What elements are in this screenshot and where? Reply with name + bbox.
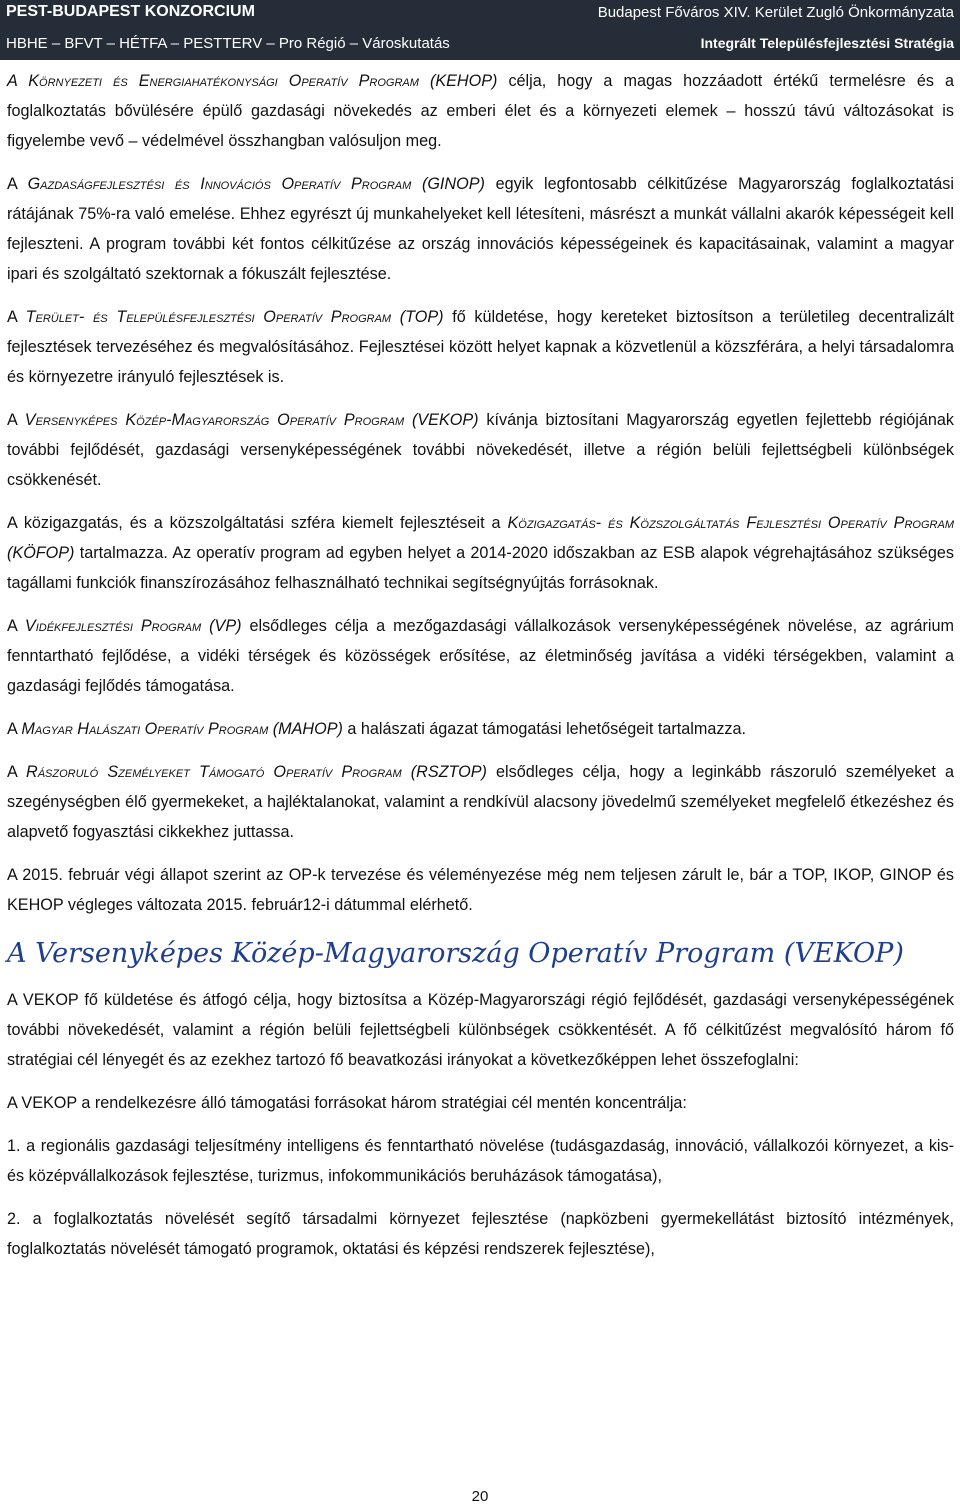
paragraph-mahop: A Magyar Halászati Operatív Program (MAHOP) a halászati ágazat támogatási lehetőségeit tartalmazza. <box>7 720 747 738</box>
program-name: Vidékfejlesztési Program (VP) <box>24 617 242 635</box>
paragraph-status: A 2015. február végi állapot szerint az OP-k tervezése és véleményezése még nem teljesen zárult le, bár a TOP, IKOP, GINOP és KEHOP végleges változata 2015. február12-i dátummal elérhető. <box>7 866 954 914</box>
program-name: Rászoruló Személyeket Támogató Operatív Program (RSZTOP) <box>26 763 487 781</box>
program-name: Terület- és Településfejlesztési Operatív Program (TOP) <box>25 308 444 326</box>
consortium-members: HBHE – BFVT – HÉTFA – PESTTERV – Pro Régió – Városkutatás <box>6 34 450 52</box>
page-number: 20 <box>471 1488 489 1505</box>
municipality-name: Budapest Főváros XIV. Kerület Zugló Önkormányzata <box>597 3 954 21</box>
consortium-name: PEST-BUDAPEST KONZORCIUM <box>6 3 255 20</box>
paragraph-top: A Terület- és Településfejlesztési Operatív Program (TOP) fő küldetése, hogy kereteket biztosítson a területileg decentralizált fejlesztések tervezéséhez és megvalósításához. Fejlesztései között helyet kapnak a közvetlenül a közszférára, a helyi társadalomra és környezetre irányuló fejlesztések is. <box>7 308 954 386</box>
list-item: 2. a foglalkoztatás növelését segítő társadalmi környezet fejlesztése (napközbeni gyermekellátást biztosító intézmények, foglalkoztatás növelését támogató programok, oktatási és képzési rendszerek fejlesztése), <box>7 1210 954 1258</box>
paragraph-vekop: A Versenyképes Közép-Magyarország Operatív Program (VEKOP) kívánja biztosítani Magyarország egyetlen fejlettebb régiójának további fejlődését, gazdasági versenyképességének további növekedését, illetve a régión belüli fejlettségbeli különbségek csökkenését. <box>7 411 954 489</box>
paragraph-ginop: A Gazdaságfejlesztési és Innovációs Operatív Program (GINOP) egyik legfontosabb célkitűzése Magyarország foglalkoztatási rátájának 75%-ra való emelése. Ehhez egyrészt új munkahelyeket kell létesíteni, másrészt a munkát vállalni akarók képességeit kell fejleszteni. A program további két fontos célkitűzése az ország innovációs képességeinek és kapacitásainak, valamint a magyar ipari és szolgáltató szektornak a fókuszált fejlesztése. <box>7 175 954 283</box>
paragraph-rsztop: A Rászoruló Személyeket Támogató Operatív Program (RSZTOP) elsődleges célja, hogy a leginkább rászoruló személyeket a szegénységben élő gyermekeket, a hajléktalanokat, valamint a rendkívül alacsony jövedelmű személyeket megfelelő étkezéshez és alapvető fogyasztási cikkekhez juttassa. <box>7 763 954 841</box>
program-name: Versenyképes Közép-Magyarország Operatív Program (VEKOP) <box>24 411 479 429</box>
paragraph-vekop-mission: A VEKOP fő küldetése és átfogó célja, hogy biztosítsa a Közép-Magyarországi régió fejlődését, gazdasági versenyképességének további növekedését, valamint a régión belüli fejlettségbeli különbségek csökkentését. A fő célkitűzést megvalósító három fő stratégiai cél lényegét és az ezekhez tartozó fő beavatkozási irányokat a következőképpen lehet összefoglalni: <box>7 991 954 1069</box>
paragraph-kehop: A Környezeti és Energiahatékonysági Operatív Program (KEHOP) célja, hogy a magas hozzáadott értékű termelésre és a foglalkoztatás bővülésére épülő gazdasági növekedés az emberi élet és a környezeti elemek – hosszú távú változásokat is figyelembe vevő – védelmével összhangban valósuljon meg. <box>7 72 954 150</box>
paragraph-vekop-goals-intro: A VEKOP a rendelkezésre álló támogatási forrásokat három stratégiai cél mentén koncentrálja: <box>7 1094 687 1112</box>
document-body <box>7 66 954 1277</box>
program-name: Magyar Halászati Operatív Program (MAHOP) <box>21 720 343 738</box>
program-name: Gazdaságfejlesztési és Innovációs Operatív Program (GINOP) <box>27 175 485 193</box>
paragraph-vp: A Vidékfejlesztési Program (VP) elsődleges célja a mezőgazdasági vállalkozások versenyképességének növelése, az agrárium fenntartható fejlődése, a vidéki térségek és közösségek erősítése, az életminőség javítása a vidéki térségekben, valamint a gazdasági fejlődés támogatása. <box>7 617 955 695</box>
section-heading: A Versenyképes Közép-Magyarország Operatív Program (VEKOP) <box>7 938 904 969</box>
program-name: Közigazgatás- és Közszolgáltatás Fejlesztési Operatív Program (KÖFOP) <box>7 514 954 562</box>
program-name: A Környezeti és Energiahatékonysági Operatív Program (KEHOP) <box>7 72 498 90</box>
list-item: 1. a regionális gazdasági teljesítmény intelligens és fenntartható növelése (tudásgazdaság, innováció, vállalkozói környezet, a kis- és középvállalkozások fejlesztése, turizmus, infokommunikációs beruházások támogatása), <box>7 1137 954 1185</box>
page-header <box>0 0 960 60</box>
paragraph-kofop: A közigazgatás, és a közszolgáltatási szféra kiemelt fejlesztéseit a Közigazgatás- és Közszolgáltatás Fejlesztési Operatív Program (KÖFOP) tartalmazza. Az operatív program ad egyben helyet a 2014-2020 időszakban az ESB alapok végrehajtásához szükséges tagállami funkciók finanszírozásához felhasználható technikai segítségnyújtás forrásoknak. <box>7 514 954 592</box>
document-title: Integrált Településfejlesztési Stratégia <box>700 35 954 51</box>
